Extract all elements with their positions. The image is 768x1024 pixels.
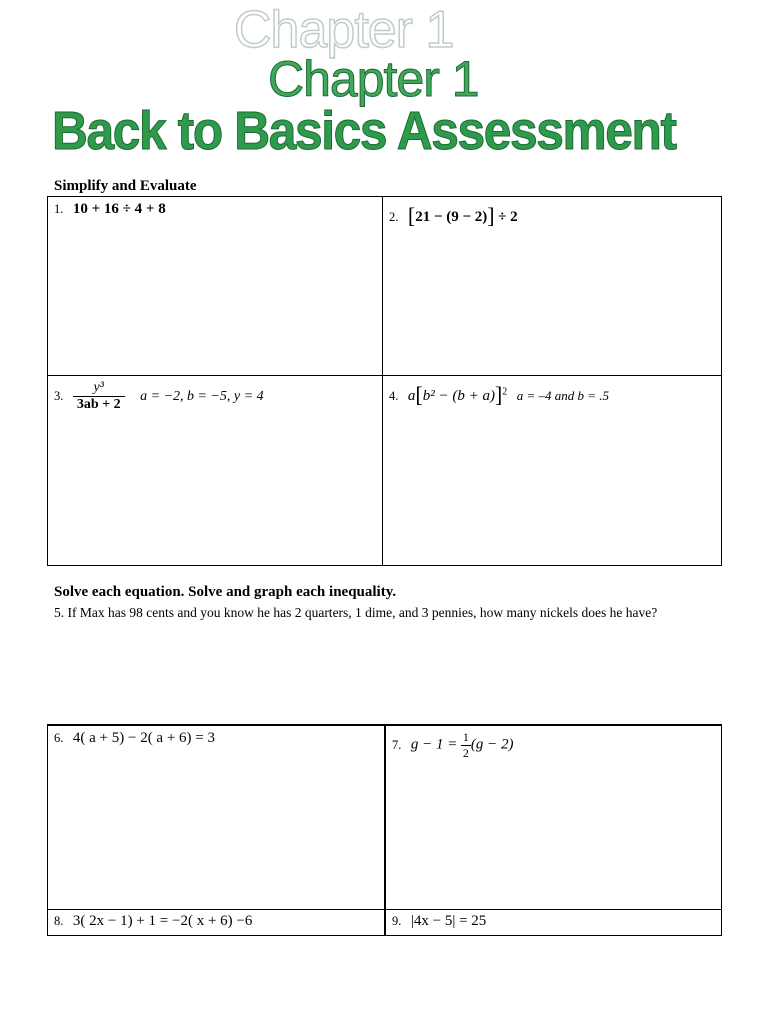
fraction-denominator: 2 <box>462 746 469 760</box>
problem-2[interactable] <box>383 197 722 376</box>
fraction-denominator: 3ab + 2 <box>76 397 121 412</box>
problem-number: 3. <box>54 388 64 403</box>
given-values: a = −2, b = −5, y = 4 <box>140 388 264 404</box>
problem-3[interactable] <box>48 376 383 566</box>
problem-expression: b² − (b + a) <box>422 388 495 404</box>
left-bracket: [ <box>407 203 416 228</box>
problem-grid-2 <box>47 724 722 936</box>
problem-expression: 21 − (9 − 2) <box>415 209 488 225</box>
page-title: Back to Basics Assessment <box>52 101 676 161</box>
chapter-title: Chapter 1 <box>268 51 479 107</box>
problem-1[interactable] <box>48 197 383 376</box>
problem-grid-1 <box>47 196 722 566</box>
problem-expression: 10 + 16 ÷ 4 + 8 <box>72 201 166 217</box>
problem-number: 9. <box>392 913 402 928</box>
problem-4[interactable] <box>383 376 722 566</box>
problem-number: 8. <box>54 913 64 928</box>
problem-number: 4. <box>389 389 399 403</box>
problem-coefficient: a <box>407 388 416 404</box>
problem-8[interactable] <box>48 909 386 935</box>
problem-expression: 3( 2x − 1) + 1 = −2( x + 6) −6 <box>72 912 253 929</box>
fraction <box>73 380 125 413</box>
ghost-chapter-title: Chapter 1 <box>234 1 454 59</box>
problem-6[interactable] <box>48 725 386 909</box>
problem-number: 1. <box>54 202 64 216</box>
section-heading-simplify: Simplify and Evaluate <box>54 178 197 194</box>
problem-7[interactable] <box>385 725 722 909</box>
problem-5 <box>54 604 714 621</box>
problem-9[interactable] <box>385 909 722 935</box>
problem-number: 7. <box>392 737 402 752</box>
problem-expression-tail: ÷ 2 <box>498 209 518 225</box>
fraction-numerator: 1 <box>462 730 469 744</box>
problem-rhs: (g − 2) <box>470 736 514 753</box>
exponent: 2 <box>502 386 508 398</box>
right-bracket: ] <box>494 382 503 407</box>
section-heading-solve: Solve each equation. Solve and graph each inequality. <box>54 584 397 600</box>
problem-number: 2. <box>389 210 399 224</box>
problem-expression: 4( a + 5) − 2( a + 6) = 3 <box>72 730 216 746</box>
fraction-numerator: y³ <box>73 380 125 397</box>
word-problem-text: If Max has 98 cents and you know he has 2 quarters, 1 dime, and 3 pennies, how many nickels does he have? <box>67 605 658 620</box>
problem-number: 5. <box>54 605 65 620</box>
right-bracket: ] <box>487 203 495 228</box>
problem-lhs: g − 1 = <box>410 736 458 753</box>
problem-expression: |4x − 5| = 25 <box>410 912 487 929</box>
left-bracket: [ <box>415 382 423 407</box>
problem-number: 6. <box>54 731 64 745</box>
fraction <box>461 730 471 761</box>
given-values: a = –4 and b = .5 <box>516 388 610 403</box>
